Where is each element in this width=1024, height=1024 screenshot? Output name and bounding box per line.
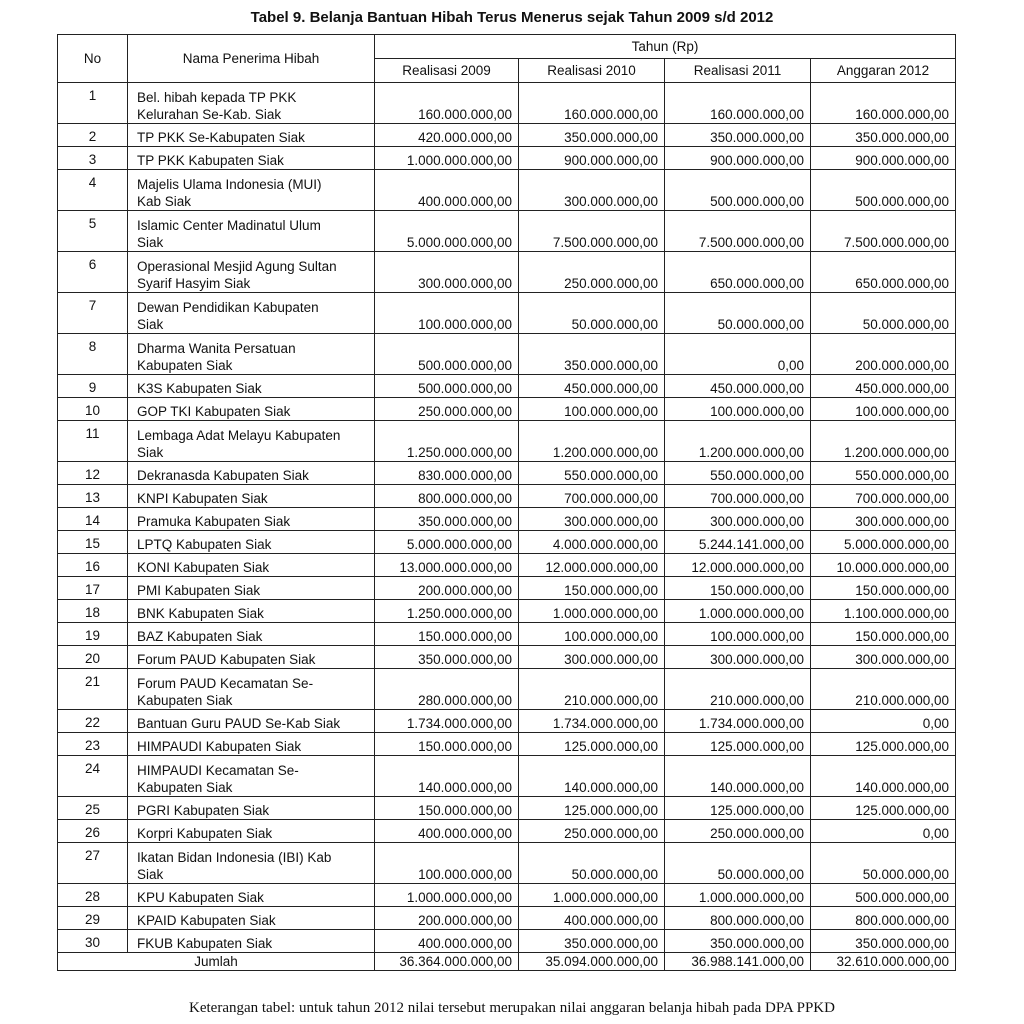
- row-nama-penerima: [128, 531, 375, 554]
- nama-line: FKUB Kabupaten Siak: [137, 936, 273, 951]
- table-row: [58, 334, 956, 375]
- value-2010: 125.000.000,00: [519, 733, 665, 756]
- row-no: 1: [58, 83, 128, 124]
- row-no: 29: [58, 907, 128, 930]
- row-no: 5: [58, 211, 128, 252]
- nama-line: Siak: [137, 445, 164, 460]
- row-no: 21: [58, 669, 128, 710]
- nama-line: Bantuan Guru PAUD Se-Kab Siak: [137, 716, 341, 731]
- table-row: [58, 600, 956, 623]
- value-2012: 125.000.000,00: [811, 733, 956, 756]
- table-row: [58, 252, 956, 293]
- row-nama-penerima: [128, 907, 375, 930]
- value-2009: 280.000.000,00: [375, 669, 519, 710]
- value-2010: 100.000.000,00: [519, 623, 665, 646]
- row-nama-penerima: [128, 252, 375, 293]
- value-2012: 200.000.000,00: [811, 334, 956, 375]
- value-2010: 1.200.000.000,00: [519, 421, 665, 462]
- value-2012: 0,00: [811, 820, 956, 843]
- header-row: [58, 35, 956, 59]
- value-2012: 300.000.000,00: [811, 646, 956, 669]
- value-2009: 300.000.000,00: [375, 252, 519, 293]
- value-2011: 250.000.000,00: [665, 820, 811, 843]
- value-2010: 900.000.000,00: [519, 147, 665, 170]
- value-2011: 300.000.000,00: [665, 646, 811, 669]
- row-no: 20: [58, 646, 128, 669]
- value-2012: 0,00: [811, 710, 956, 733]
- row-nama-penerima: [128, 398, 375, 421]
- value-2009: 5.000.000.000,00: [375, 531, 519, 554]
- total-2012: 32.610.000.000,00: [811, 953, 956, 971]
- row-nama-penerima: [128, 421, 375, 462]
- row-nama-penerima: [128, 462, 375, 485]
- row-no: 14: [58, 508, 128, 531]
- value-2011: 300.000.000,00: [665, 508, 811, 531]
- nama-line: TP PKK Kabupaten Siak: [137, 153, 284, 168]
- value-2011: 100.000.000,00: [665, 623, 811, 646]
- nama-line: Kabupaten Siak: [137, 693, 233, 708]
- value-2009: 150.000.000,00: [375, 797, 519, 820]
- table-row: [58, 554, 956, 577]
- value-2010: 550.000.000,00: [519, 462, 665, 485]
- value-2011: 125.000.000,00: [665, 733, 811, 756]
- table-row: [58, 733, 956, 756]
- value-2011: 140.000.000,00: [665, 756, 811, 797]
- nama-line: Lembaga Adat Melayu Kabupaten: [137, 428, 341, 443]
- value-2009: 140.000.000,00: [375, 756, 519, 797]
- value-2012: 100.000.000,00: [811, 398, 956, 421]
- nama-line: Kelurahan Se-Kab. Siak: [137, 107, 282, 122]
- nama-line: Kabupaten Siak: [137, 780, 233, 795]
- value-2009: 1.734.000.000,00: [375, 710, 519, 733]
- value-2011: 550.000.000,00: [665, 462, 811, 485]
- row-nama-penerima: [128, 554, 375, 577]
- row-nama-penerima: [128, 756, 375, 797]
- value-2010: 50.000.000,00: [519, 293, 665, 334]
- value-2011: 160.000.000,00: [665, 83, 811, 124]
- row-no: 28: [58, 884, 128, 907]
- row-nama-penerima: [128, 83, 375, 124]
- nama-line: KPAID Kabupaten Siak: [137, 913, 276, 928]
- value-2012: 50.000.000,00: [811, 843, 956, 884]
- value-2009: 830.000.000,00: [375, 462, 519, 485]
- nama-line: K3S Kabupaten Siak: [137, 381, 262, 396]
- value-2012: 140.000.000,00: [811, 756, 956, 797]
- value-2009: 500.000.000,00: [375, 334, 519, 375]
- value-2012: 500.000.000,00: [811, 884, 956, 907]
- table-row: [58, 884, 956, 907]
- value-2010: 4.000.000.000,00: [519, 531, 665, 554]
- value-2009: 800.000.000,00: [375, 485, 519, 508]
- table-row: [58, 124, 956, 147]
- value-2012: 150.000.000,00: [811, 623, 956, 646]
- table-row: [58, 930, 956, 953]
- value-2010: 1.734.000.000,00: [519, 710, 665, 733]
- value-2010: 125.000.000,00: [519, 797, 665, 820]
- value-2011: 700.000.000,00: [665, 485, 811, 508]
- value-2010: 160.000.000,00: [519, 83, 665, 124]
- row-nama-penerima: [128, 293, 375, 334]
- value-2012: 800.000.000,00: [811, 907, 956, 930]
- nama-line: LPTQ Kabupaten Siak: [137, 537, 272, 552]
- nama-line: Dekranasda Kabupaten Siak: [137, 468, 309, 483]
- table-row: [58, 843, 956, 884]
- nama-line: KNPI Kabupaten Siak: [137, 491, 268, 506]
- value-2010: 1.000.000.000,00: [519, 600, 665, 623]
- value-2010: 250.000.000,00: [519, 820, 665, 843]
- value-2009: 350.000.000,00: [375, 646, 519, 669]
- value-2010: 400.000.000,00: [519, 907, 665, 930]
- nama-line: Kabupaten Siak: [137, 358, 233, 373]
- table-row: [58, 623, 956, 646]
- nama-line: Dewan Pendidikan Kabupaten: [137, 300, 319, 315]
- value-2011: 50.000.000,00: [665, 843, 811, 884]
- table-row: [58, 710, 956, 733]
- value-2010: 50.000.000,00: [519, 843, 665, 884]
- value-2009: 350.000.000,00: [375, 508, 519, 531]
- table-title: Tabel 9. Belanja Bantuan Hibah Terus Menerus sejak Tahun 2009 s/d 2012: [250, 9, 774, 26]
- header-realisasi-2010: Realisasi 2010: [519, 59, 665, 83]
- table-row: [58, 797, 956, 820]
- value-2009: 420.000.000,00: [375, 124, 519, 147]
- row-no: 15: [58, 531, 128, 554]
- table-row: [58, 211, 956, 252]
- table-row: [58, 531, 956, 554]
- row-no: 23: [58, 733, 128, 756]
- row-no: 24: [58, 756, 128, 797]
- value-2010: 1.000.000.000,00: [519, 884, 665, 907]
- value-2012: 150.000.000,00: [811, 577, 956, 600]
- table-note: Keterangan tabel: untuk tahun 2012 nilai tersebut merupakan nilai anggaran belanja hibah pada DPA PPKD: [189, 1000, 835, 1016]
- value-2011: 100.000.000,00: [665, 398, 811, 421]
- table-row: [58, 293, 956, 334]
- value-2011: 210.000.000,00: [665, 669, 811, 710]
- value-2010: 12.000.000.000,00: [519, 554, 665, 577]
- table-row: [58, 820, 956, 843]
- table-row: [58, 147, 956, 170]
- row-nama-penerima: [128, 669, 375, 710]
- value-2010: 300.000.000,00: [519, 508, 665, 531]
- value-2011: 1.000.000.000,00: [665, 884, 811, 907]
- value-2009: 1.000.000.000,00: [375, 884, 519, 907]
- value-2012: 50.000.000,00: [811, 293, 956, 334]
- row-no: 19: [58, 623, 128, 646]
- value-2012: 500.000.000,00: [811, 170, 956, 211]
- value-2012: 350.000.000,00: [811, 930, 956, 953]
- row-nama-penerima: [128, 843, 375, 884]
- value-2011: 5.244.141.000,00: [665, 531, 811, 554]
- value-2010: 140.000.000,00: [519, 756, 665, 797]
- row-no: 12: [58, 462, 128, 485]
- row-nama-penerima: [128, 334, 375, 375]
- value-2011: 900.000.000,00: [665, 147, 811, 170]
- table-body: [58, 83, 956, 953]
- row-nama-penerima: [128, 577, 375, 600]
- value-2012: 5.000.000.000,00: [811, 531, 956, 554]
- row-no: 9: [58, 375, 128, 398]
- table-row: [58, 669, 956, 710]
- row-no: 26: [58, 820, 128, 843]
- header-anggaran-2012: Anggaran 2012: [811, 59, 956, 83]
- value-2011: 650.000.000,00: [665, 252, 811, 293]
- nama-line: Dharma Wanita Persatuan: [137, 341, 296, 356]
- value-2009: 160.000.000,00: [375, 83, 519, 124]
- table-row: [58, 577, 956, 600]
- table-row: [58, 462, 956, 485]
- nama-line: Siak: [137, 317, 164, 332]
- value-2009: 100.000.000,00: [375, 843, 519, 884]
- value-2009: 13.000.000.000,00: [375, 554, 519, 577]
- nama-line: Forum PAUD Kabupaten Siak: [137, 652, 316, 667]
- total-2010: 35.094.000.000,00: [519, 953, 665, 971]
- row-nama-penerima: [128, 600, 375, 623]
- value-2010: 300.000.000,00: [519, 170, 665, 211]
- row-no: 3: [58, 147, 128, 170]
- value-2009: 150.000.000,00: [375, 623, 519, 646]
- value-2009: 5.000.000.000,00: [375, 211, 519, 252]
- row-nama-penerima: [128, 375, 375, 398]
- row-no: 7: [58, 293, 128, 334]
- value-2011: 12.000.000.000,00: [665, 554, 811, 577]
- header-realisasi-2011: Realisasi 2011: [665, 59, 811, 83]
- value-2011: 125.000.000,00: [665, 797, 811, 820]
- nama-line: PGRI Kabupaten Siak: [137, 803, 270, 818]
- nama-line: Kab Siak: [137, 194, 192, 209]
- value-2010: 300.000.000,00: [519, 646, 665, 669]
- value-2010: 450.000.000,00: [519, 375, 665, 398]
- nama-line: Islamic Center Madinatul Ulum: [137, 218, 321, 233]
- table-row: [58, 375, 956, 398]
- nama-line: Siak: [137, 235, 164, 250]
- header-nama-penerima: Nama Penerima Hibah: [128, 35, 375, 83]
- value-2012: 350.000.000,00: [811, 124, 956, 147]
- row-no: 6: [58, 252, 128, 293]
- table-row: [58, 508, 956, 531]
- row-nama-penerima: [128, 930, 375, 953]
- nama-line: KPU Kabupaten Siak: [137, 890, 264, 905]
- row-no: 17: [58, 577, 128, 600]
- row-nama-penerima: [128, 733, 375, 756]
- value-2009: 1.000.000.000,00: [375, 147, 519, 170]
- row-nama-penerima: [128, 623, 375, 646]
- table-row: [58, 398, 956, 421]
- nama-line: Syarif Hasyim Siak: [137, 276, 251, 291]
- value-2010: 350.000.000,00: [519, 930, 665, 953]
- nama-line: Operasional Mesjid Agung Sultan: [137, 259, 337, 274]
- value-2010: 150.000.000,00: [519, 577, 665, 600]
- value-2010: 100.000.000,00: [519, 398, 665, 421]
- row-no: 22: [58, 710, 128, 733]
- nama-line: TP PKK Se-Kabupaten Siak: [137, 130, 305, 145]
- value-2011: 1.000.000.000,00: [665, 600, 811, 623]
- value-2012: 7.500.000.000,00: [811, 211, 956, 252]
- row-nama-penerima: [128, 797, 375, 820]
- nama-line: HIMPAUDI Kecamatan Se-: [137, 763, 299, 778]
- table-row: [58, 170, 956, 211]
- row-no: 16: [58, 554, 128, 577]
- row-no: 8: [58, 334, 128, 375]
- nama-line: BNK Kabupaten Siak: [137, 606, 264, 621]
- value-2009: 100.000.000,00: [375, 293, 519, 334]
- total-2009: 36.364.000.000,00: [375, 953, 519, 971]
- nama-line: Bel. hibah kepada TP PKK: [137, 90, 297, 105]
- nama-line: GOP TKI Kabupaten Siak: [137, 404, 291, 419]
- table-row: [58, 646, 956, 669]
- value-2011: 0,00: [665, 334, 811, 375]
- value-2011: 350.000.000,00: [665, 930, 811, 953]
- table-row: [58, 756, 956, 797]
- nama-line: KONI Kabupaten Siak: [137, 560, 270, 575]
- row-no: 2: [58, 124, 128, 147]
- value-2009: 1.250.000.000,00: [375, 421, 519, 462]
- row-nama-penerima: [128, 820, 375, 843]
- value-2009: 500.000.000,00: [375, 375, 519, 398]
- row-nama-penerima: [128, 884, 375, 907]
- row-nama-penerima: [128, 485, 375, 508]
- value-2009: 200.000.000,00: [375, 907, 519, 930]
- value-2009: 250.000.000,00: [375, 398, 519, 421]
- value-2009: 1.250.000.000,00: [375, 600, 519, 623]
- value-2012: 300.000.000,00: [811, 508, 956, 531]
- value-2009: 400.000.000,00: [375, 930, 519, 953]
- value-2011: 450.000.000,00: [665, 375, 811, 398]
- value-2011: 50.000.000,00: [665, 293, 811, 334]
- nama-line: PMI Kabupaten Siak: [137, 583, 261, 598]
- value-2009: 200.000.000,00: [375, 577, 519, 600]
- nama-line: Ikatan Bidan Indonesia (IBI) Kab: [137, 850, 332, 865]
- value-2012: 210.000.000,00: [811, 669, 956, 710]
- table-row: [58, 421, 956, 462]
- total-row: [58, 953, 956, 971]
- value-2012: 10.000.000.000,00: [811, 554, 956, 577]
- value-2010: 700.000.000,00: [519, 485, 665, 508]
- nama-line: Majelis Ulama Indonesia (MUI): [137, 177, 322, 192]
- value-2010: 350.000.000,00: [519, 124, 665, 147]
- table-row: [58, 485, 956, 508]
- value-2012: 550.000.000,00: [811, 462, 956, 485]
- total-2011: 36.988.141.000,00: [665, 953, 811, 971]
- header-no: No: [58, 35, 128, 83]
- total-label: Jumlah: [58, 953, 375, 971]
- nama-line: Forum PAUD Kecamatan Se-: [137, 676, 314, 691]
- value-2009: 150.000.000,00: [375, 733, 519, 756]
- value-2010: 250.000.000,00: [519, 252, 665, 293]
- value-2011: 500.000.000,00: [665, 170, 811, 211]
- row-no: 25: [58, 797, 128, 820]
- row-nama-penerima: [128, 211, 375, 252]
- header-realisasi-2009: Realisasi 2009: [375, 59, 519, 83]
- row-no: 10: [58, 398, 128, 421]
- value-2011: 150.000.000,00: [665, 577, 811, 600]
- row-no: 18: [58, 600, 128, 623]
- grant-table: [57, 34, 956, 971]
- row-nama-penerima: [128, 147, 375, 170]
- nama-line: HIMPAUDI Kabupaten Siak: [137, 739, 302, 754]
- value-2012: 1.100.000.000,00: [811, 600, 956, 623]
- nama-line: Siak: [137, 867, 164, 882]
- row-no: 13: [58, 485, 128, 508]
- value-2012: 1.200.000.000,00: [811, 421, 956, 462]
- nama-line: Korpri Kabupaten Siak: [137, 826, 273, 841]
- value-2012: 125.000.000,00: [811, 797, 956, 820]
- value-2012: 650.000.000,00: [811, 252, 956, 293]
- value-2010: 350.000.000,00: [519, 334, 665, 375]
- row-nama-penerima: [128, 170, 375, 211]
- value-2009: 400.000.000,00: [375, 170, 519, 211]
- value-2012: 900.000.000,00: [811, 147, 956, 170]
- value-2011: 1.734.000.000,00: [665, 710, 811, 733]
- row-no: 11: [58, 421, 128, 462]
- value-2011: 7.500.000.000,00: [665, 211, 811, 252]
- row-nama-penerima: [128, 710, 375, 733]
- table-row: [58, 83, 956, 124]
- value-2012: 700.000.000,00: [811, 485, 956, 508]
- row-nama-penerima: [128, 124, 375, 147]
- row-no: 27: [58, 843, 128, 884]
- value-2012: 450.000.000,00: [811, 375, 956, 398]
- value-2010: 210.000.000,00: [519, 669, 665, 710]
- nama-line: Pramuka Kabupaten Siak: [137, 514, 291, 529]
- value-2011: 350.000.000,00: [665, 124, 811, 147]
- value-2012: 160.000.000,00: [811, 83, 956, 124]
- value-2009: 400.000.000,00: [375, 820, 519, 843]
- nama-line: BAZ Kabupaten Siak: [137, 629, 263, 644]
- value-2011: 1.200.000.000,00: [665, 421, 811, 462]
- row-no: 30: [58, 930, 128, 953]
- row-nama-penerima: [128, 646, 375, 669]
- value-2010: 7.500.000.000,00: [519, 211, 665, 252]
- row-no: 4: [58, 170, 128, 211]
- header-tahun: Tahun (Rp): [375, 35, 956, 59]
- value-2011: 800.000.000,00: [665, 907, 811, 930]
- row-nama-penerima: [128, 508, 375, 531]
- table-row: [58, 907, 956, 930]
